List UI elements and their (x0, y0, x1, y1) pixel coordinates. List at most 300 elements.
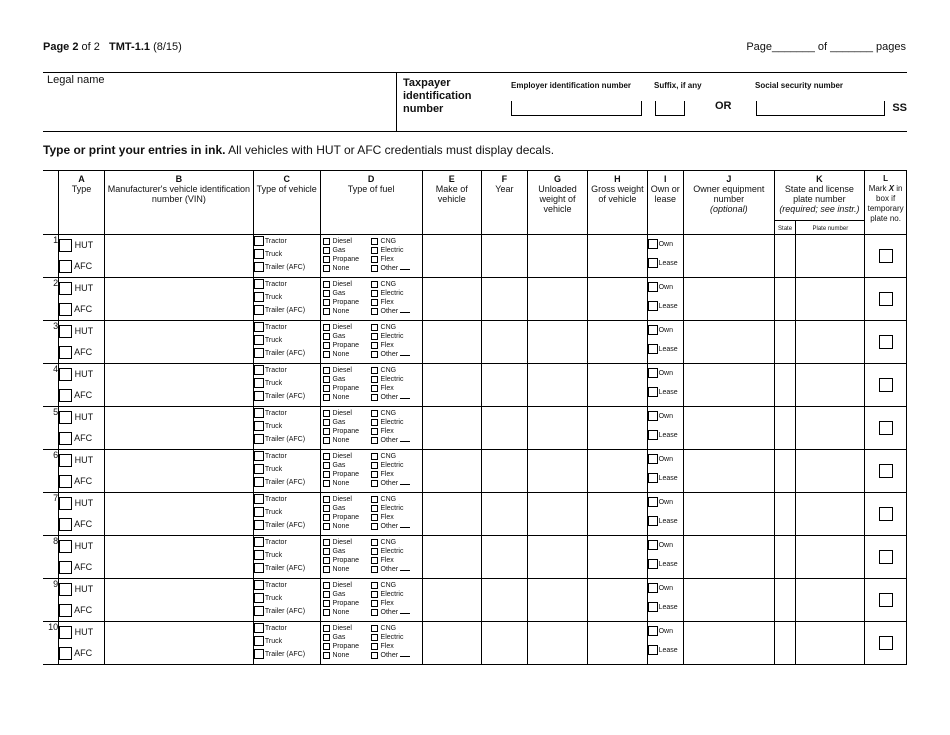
gross-weight-input[interactable] (588, 579, 647, 622)
other-checkbox[interactable] (371, 480, 378, 487)
year-input[interactable] (481, 493, 527, 536)
gross-weight-input[interactable] (588, 235, 647, 278)
electric-checkbox[interactable] (371, 290, 378, 297)
truck-checkbox[interactable] (254, 593, 264, 603)
fuel-type-cell: Diesel Gas Propane None CNG Electric Flex Other (320, 364, 422, 407)
hut-label: HUT (74, 584, 94, 594)
propane-checkbox[interactable] (323, 643, 330, 650)
lease-checkbox[interactable] (648, 430, 658, 440)
propane-checkbox[interactable] (323, 600, 330, 607)
cng-checkbox[interactable] (371, 582, 378, 589)
propane-checkbox[interactable] (323, 256, 330, 263)
state-input[interactable] (774, 493, 796, 536)
lease-checkbox[interactable] (648, 473, 658, 483)
state-input[interactable] (774, 536, 796, 579)
make-input[interactable] (422, 235, 481, 278)
none-checkbox[interactable] (323, 566, 330, 573)
make-input[interactable] (422, 321, 481, 364)
tractor-checkbox[interactable] (254, 279, 264, 289)
tractor-checkbox[interactable] (254, 623, 264, 633)
gross-weight-input[interactable] (588, 536, 647, 579)
truck-checkbox[interactable] (254, 636, 264, 646)
plate-number-input[interactable] (796, 579, 865, 622)
equipment-number-input[interactable] (684, 536, 775, 579)
electric-checkbox[interactable] (371, 548, 378, 555)
other-checkbox[interactable] (371, 609, 378, 616)
temp-plate-checkbox[interactable] (879, 550, 893, 564)
hut-checkbox[interactable] (59, 239, 72, 252)
cng-checkbox[interactable] (371, 496, 378, 503)
electric-checkbox[interactable] (371, 333, 378, 340)
temp-plate-checkbox[interactable] (879, 292, 893, 306)
unloaded-weight-input[interactable] (527, 278, 587, 321)
lease-checkbox[interactable] (648, 387, 658, 397)
gas-checkbox[interactable] (323, 290, 330, 297)
page-number: Page 2 (43, 41, 79, 53)
flex-checkbox[interactable] (371, 299, 378, 306)
type-cell (59, 407, 105, 450)
none-checkbox[interactable] (323, 652, 330, 659)
propane-checkbox[interactable] (323, 299, 330, 306)
none-checkbox[interactable] (323, 394, 330, 401)
flex-checkbox[interactable] (371, 342, 378, 349)
cng-checkbox[interactable] (371, 410, 378, 417)
hut-checkbox[interactable] (59, 325, 72, 338)
other-fuel-field[interactable] (400, 656, 410, 657)
plate-number-input[interactable] (796, 278, 865, 321)
unloaded-weight-input[interactable] (527, 235, 587, 278)
hut-label: HUT (74, 498, 94, 508)
tractor-checkbox[interactable] (254, 408, 264, 418)
afc-checkbox[interactable] (59, 561, 72, 574)
trailer-checkbox[interactable] (254, 563, 264, 573)
year-input[interactable] (481, 407, 527, 450)
row-number-label: 5 (53, 407, 59, 417)
type-cell (59, 235, 105, 278)
make-input[interactable] (422, 364, 481, 407)
vin-input[interactable] (104, 450, 253, 493)
hut-checkbox[interactable] (59, 497, 72, 510)
gas-checkbox[interactable] (323, 247, 330, 254)
truck-checkbox[interactable] (254, 507, 264, 517)
year-input[interactable] (481, 235, 527, 278)
hut-checkbox[interactable] (59, 583, 72, 596)
vehicle-type-cell: Tractor Truck Trailer (AFC) (253, 450, 320, 493)
make-input[interactable] (422, 407, 481, 450)
afc-checkbox[interactable] (59, 346, 72, 359)
vin-input[interactable] (104, 407, 253, 450)
propane-checkbox[interactable] (323, 342, 330, 349)
lease-checkbox[interactable] (648, 516, 658, 526)
gross-weight-input[interactable] (588, 450, 647, 493)
own-lease-cell: Own Lease (647, 622, 683, 665)
propane-checkbox[interactable] (323, 385, 330, 392)
diesel-checkbox[interactable] (323, 367, 330, 374)
equipment-number-input[interactable] (684, 622, 775, 665)
cng-checkbox[interactable] (371, 238, 378, 245)
none-checkbox[interactable] (323, 437, 330, 444)
diesel-checkbox[interactable] (323, 324, 330, 331)
flex-checkbox[interactable] (371, 643, 378, 650)
state-input[interactable] (774, 450, 796, 493)
vin-input[interactable] (104, 579, 253, 622)
plate-number-input[interactable] (796, 450, 865, 493)
other-fuel-field[interactable] (400, 398, 410, 399)
row-number (43, 407, 59, 450)
hut-label: HUT (74, 627, 94, 637)
col-c-header: C Type of vehicle (253, 171, 320, 235)
electric-checkbox[interactable] (371, 419, 378, 426)
propane-checkbox[interactable] (323, 514, 330, 521)
ein-field[interactable] (511, 101, 642, 116)
own-checkbox[interactable] (648, 540, 658, 550)
vin-input[interactable] (104, 278, 253, 321)
truck-checkbox[interactable] (254, 335, 264, 345)
electric-checkbox[interactable] (371, 505, 378, 512)
tractor-checkbox[interactable] (254, 580, 264, 590)
type-cell (59, 493, 105, 536)
unloaded-weight-input[interactable] (527, 536, 587, 579)
afc-label: AFC (74, 605, 93, 615)
gas-checkbox[interactable] (323, 548, 330, 555)
lease-checkbox[interactable] (648, 602, 658, 612)
unloaded-weight-input[interactable] (527, 407, 587, 450)
trailer-checkbox[interactable] (254, 606, 264, 616)
equipment-number-input[interactable] (684, 321, 775, 364)
truck-checkbox[interactable] (254, 249, 264, 259)
other-checkbox[interactable] (371, 523, 378, 530)
vin-input[interactable] (104, 364, 253, 407)
make-input[interactable] (422, 493, 481, 536)
trailer-checkbox[interactable] (254, 477, 264, 487)
gross-weight-input[interactable] (588, 493, 647, 536)
lease-checkbox[interactable] (648, 301, 658, 311)
plate-number-input[interactable] (796, 622, 865, 665)
lease-checkbox[interactable] (648, 344, 658, 354)
flex-checkbox[interactable] (371, 428, 378, 435)
equipment-number-input[interactable] (684, 235, 775, 278)
table-row (43, 407, 907, 450)
propane-checkbox[interactable] (323, 557, 330, 564)
plate-number-input[interactable] (796, 407, 865, 450)
own-checkbox[interactable] (648, 497, 658, 507)
vin-input[interactable] (104, 321, 253, 364)
electric-checkbox[interactable] (371, 247, 378, 254)
tractor-checkbox[interactable] (254, 494, 264, 504)
truck-checkbox[interactable] (254, 378, 264, 388)
trailer-checkbox[interactable] (254, 348, 264, 358)
trailer-checkbox[interactable] (254, 305, 264, 315)
table-row (43, 622, 907, 665)
plate-number-input[interactable] (796, 536, 865, 579)
year-input[interactable] (481, 579, 527, 622)
make-input[interactable] (422, 622, 481, 665)
propane-checkbox[interactable] (323, 428, 330, 435)
equipment-number-input[interactable] (684, 579, 775, 622)
afc-checkbox[interactable] (59, 604, 72, 617)
temp-plate-checkbox[interactable] (879, 335, 893, 349)
trailer-checkbox[interactable] (254, 391, 264, 401)
afc-checkbox[interactable] (59, 475, 72, 488)
row-number (43, 278, 59, 321)
state-input[interactable] (774, 278, 796, 321)
other-fuel-field[interactable] (400, 355, 410, 356)
temp-plate-checkbox[interactable] (879, 593, 893, 607)
fuel-type-cell: Diesel Gas Propane None CNG Electric Flex Other (320, 579, 422, 622)
fuel-type-cell: Diesel Gas Propane None CNG Electric Flex Other (320, 450, 422, 493)
temp-plate-checkbox[interactable] (879, 464, 893, 478)
gas-checkbox[interactable] (323, 591, 330, 598)
vehicle-type-cell: Tractor Truck Trailer (AFC) (253, 579, 320, 622)
state-input[interactable] (774, 407, 796, 450)
truck-checkbox[interactable] (254, 550, 264, 560)
truck-checkbox[interactable] (254, 421, 264, 431)
hut-checkbox[interactable] (59, 368, 72, 381)
unloaded-weight-input[interactable] (527, 364, 587, 407)
own-checkbox[interactable] (648, 325, 658, 335)
fuel-type-cell: Diesel Gas Propane None CNG Electric Flex Other (320, 536, 422, 579)
diesel-checkbox[interactable] (323, 496, 330, 503)
electric-checkbox[interactable] (371, 376, 378, 383)
own-checkbox[interactable] (648, 583, 658, 593)
make-input[interactable] (422, 536, 481, 579)
flex-checkbox[interactable] (371, 600, 378, 607)
electric-checkbox[interactable] (371, 462, 378, 469)
gross-weight-input[interactable] (588, 407, 647, 450)
none-checkbox[interactable] (323, 265, 330, 272)
trailer-checkbox[interactable] (254, 262, 264, 272)
unloaded-weight-input[interactable] (527, 321, 587, 364)
other-fuel-field[interactable] (400, 570, 410, 571)
diesel-checkbox[interactable] (323, 281, 330, 288)
equipment-number-input[interactable] (684, 407, 775, 450)
temp-plate-checkbox[interactable] (879, 378, 893, 392)
vin-input[interactable] (104, 622, 253, 665)
cng-checkbox[interactable] (371, 281, 378, 288)
gross-weight-input[interactable] (588, 622, 647, 665)
own-lease-cell: Own Lease (647, 450, 683, 493)
diesel-checkbox[interactable] (323, 539, 330, 546)
diesel-checkbox[interactable] (323, 453, 330, 460)
none-checkbox[interactable] (323, 308, 330, 315)
truck-checkbox[interactable] (254, 292, 264, 302)
afc-checkbox[interactable] (59, 647, 72, 660)
year-input[interactable] (481, 450, 527, 493)
none-checkbox[interactable] (323, 523, 330, 530)
other-fuel-field[interactable] (400, 441, 410, 442)
unloaded-weight-input[interactable] (527, 493, 587, 536)
row-number (43, 536, 59, 579)
electric-checkbox[interactable] (371, 591, 378, 598)
temp-plate-cell (865, 536, 907, 579)
make-input[interactable] (422, 579, 481, 622)
ssn-field[interactable] (756, 101, 885, 116)
propane-checkbox[interactable] (323, 471, 330, 478)
temp-plate-checkbox[interactable] (879, 421, 893, 435)
other-checkbox[interactable] (371, 351, 378, 358)
fuel-type-cell: Diesel Gas Propane None CNG Electric Flex Other (320, 493, 422, 536)
own-checkbox[interactable] (648, 282, 658, 292)
trailer-checkbox[interactable] (254, 434, 264, 444)
form-id: TMT-1.1 (109, 41, 150, 53)
unloaded-weight-input[interactable] (527, 450, 587, 493)
year-input[interactable] (481, 278, 527, 321)
equipment-number-input[interactable] (684, 450, 775, 493)
other-fuel-field[interactable] (400, 527, 410, 528)
gross-weight-input[interactable] (588, 278, 647, 321)
plate-number-input[interactable] (796, 235, 865, 278)
plate-number-input[interactable] (796, 493, 865, 536)
flex-checkbox[interactable] (371, 514, 378, 521)
state-input[interactable] (774, 364, 796, 407)
other-fuel-field[interactable] (400, 312, 410, 313)
hut-checkbox[interactable] (59, 626, 72, 639)
other-checkbox[interactable] (371, 394, 378, 401)
vin-input[interactable] (104, 235, 253, 278)
gas-checkbox[interactable] (323, 634, 330, 641)
vin-input[interactable] (104, 493, 253, 536)
other-checkbox[interactable] (371, 652, 378, 659)
equipment-number-input[interactable] (684, 364, 775, 407)
truck-checkbox[interactable] (254, 464, 264, 474)
diesel-checkbox[interactable] (323, 238, 330, 245)
row-number (43, 364, 59, 407)
own-checkbox[interactable] (648, 368, 658, 378)
afc-label: AFC (74, 261, 93, 271)
state-input[interactable] (774, 579, 796, 622)
state-input[interactable] (774, 622, 796, 665)
make-input[interactable] (422, 278, 481, 321)
other-fuel-field[interactable] (400, 484, 410, 485)
vehicle-type-cell: Tractor Truck Trailer (AFC) (253, 407, 320, 450)
own-checkbox[interactable] (648, 239, 658, 249)
tractor-checkbox[interactable] (254, 365, 264, 375)
state-input[interactable] (774, 235, 796, 278)
afc-checkbox[interactable] (59, 260, 72, 273)
tractor-checkbox[interactable] (254, 236, 264, 246)
equipment-number-input[interactable] (684, 278, 775, 321)
afc-label: AFC (74, 433, 93, 443)
own-checkbox[interactable] (648, 626, 658, 636)
state-input[interactable] (774, 321, 796, 364)
cng-checkbox[interactable] (371, 453, 378, 460)
temp-plate-checkbox[interactable] (879, 507, 893, 521)
type-cell (59, 536, 105, 579)
other-checkbox[interactable] (371, 437, 378, 444)
lease-checkbox[interactable] (648, 258, 658, 268)
afc-checkbox[interactable] (59, 432, 72, 445)
own-lease-cell: Own Lease (647, 364, 683, 407)
table-row (43, 364, 907, 407)
row-number-label: 7 (53, 493, 59, 503)
gas-checkbox[interactable] (323, 419, 330, 426)
flex-checkbox[interactable] (371, 385, 378, 392)
flex-checkbox[interactable] (371, 557, 378, 564)
gas-checkbox[interactable] (323, 462, 330, 469)
table-row (43, 536, 907, 579)
other-fuel-field[interactable] (400, 269, 410, 270)
other-checkbox[interactable] (371, 308, 378, 315)
hut-checkbox[interactable] (59, 540, 72, 553)
hut-checkbox[interactable] (59, 454, 72, 467)
table-row (43, 321, 907, 364)
none-checkbox[interactable] (323, 609, 330, 616)
own-checkbox[interactable] (648, 454, 658, 464)
temp-plate-checkbox[interactable] (879, 249, 893, 263)
tractor-checkbox[interactable] (254, 451, 264, 461)
col-k-state-header: State (774, 221, 796, 235)
trailer-checkbox[interactable] (254, 520, 264, 530)
pages-field[interactable]: Page_______ of _______ pages (746, 41, 906, 53)
unloaded-weight-input[interactable] (527, 579, 587, 622)
diesel-checkbox[interactable] (323, 410, 330, 417)
tractor-checkbox[interactable] (254, 322, 264, 332)
cng-checkbox[interactable] (371, 367, 378, 374)
other-checkbox[interactable] (371, 566, 378, 573)
flex-checkbox[interactable] (371, 256, 378, 263)
diesel-checkbox[interactable] (323, 625, 330, 632)
row-number (43, 579, 59, 622)
cng-checkbox[interactable] (371, 324, 378, 331)
make-input[interactable] (422, 450, 481, 493)
hut-checkbox[interactable] (59, 282, 72, 295)
other-fuel-field[interactable] (400, 613, 410, 614)
year-input[interactable] (481, 622, 527, 665)
tractor-checkbox[interactable] (254, 537, 264, 547)
gross-weight-input[interactable] (588, 321, 647, 364)
col-a-header: A Type (59, 171, 105, 235)
col-h-header: H Gross weight of vehicle (588, 171, 647, 235)
gross-weight-input[interactable] (588, 364, 647, 407)
electric-checkbox[interactable] (371, 634, 378, 641)
other-checkbox[interactable] (371, 265, 378, 272)
gas-checkbox[interactable] (323, 333, 330, 340)
trailer-checkbox[interactable] (254, 649, 264, 659)
year-input[interactable] (481, 536, 527, 579)
year-input[interactable] (481, 321, 527, 364)
cng-checkbox[interactable] (371, 539, 378, 546)
plate-number-input[interactable] (796, 321, 865, 364)
temp-plate-cell (865, 321, 907, 364)
flex-checkbox[interactable] (371, 471, 378, 478)
afc-checkbox[interactable] (59, 389, 72, 402)
lease-checkbox[interactable] (648, 645, 658, 655)
row-number-label: 1 (53, 235, 59, 245)
afc-checkbox[interactable] (59, 518, 72, 531)
diesel-checkbox[interactable] (323, 582, 330, 589)
lease-checkbox[interactable] (648, 559, 658, 569)
vin-input[interactable] (104, 536, 253, 579)
vehicle-type-cell: Tractor Truck Trailer (AFC) (253, 235, 320, 278)
none-checkbox[interactable] (323, 480, 330, 487)
own-checkbox[interactable] (648, 411, 658, 421)
plate-number-input[interactable] (796, 364, 865, 407)
temp-plate-checkbox[interactable] (879, 636, 893, 650)
equipment-number-input[interactable] (684, 493, 775, 536)
year-input[interactable] (481, 364, 527, 407)
ss-label: SS (892, 102, 907, 114)
hut-checkbox[interactable] (59, 411, 72, 424)
cng-checkbox[interactable] (371, 625, 378, 632)
none-checkbox[interactable] (323, 351, 330, 358)
afc-checkbox[interactable] (59, 303, 72, 316)
gas-checkbox[interactable] (323, 376, 330, 383)
suffix-field[interactable] (655, 101, 685, 116)
gas-checkbox[interactable] (323, 505, 330, 512)
unloaded-weight-input[interactable] (527, 622, 587, 665)
vehicle-type-cell: Tractor Truck Trailer (AFC) (253, 278, 320, 321)
form-header (43, 41, 182, 53)
